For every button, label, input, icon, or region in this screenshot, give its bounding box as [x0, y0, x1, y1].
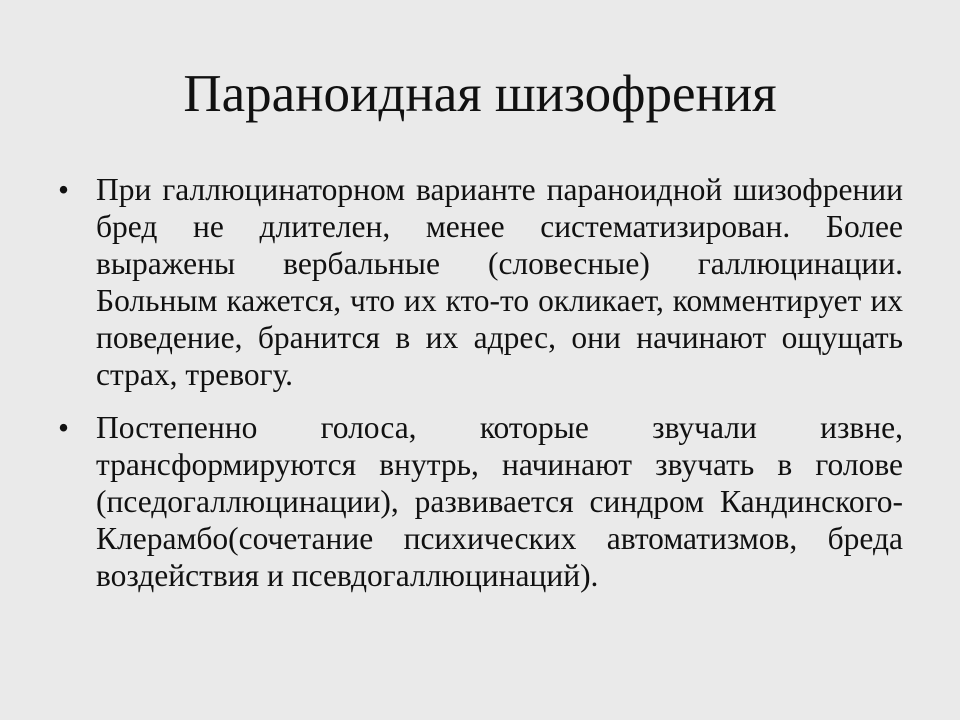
bullet-dot-icon: • [58, 172, 70, 207]
bullet-item-2 [58, 409, 903, 594]
bullet-item-1 [58, 171, 903, 393]
bullet-list [58, 171, 903, 610]
bullet-text-1: При галлюцинаторном варианте параноидной шизофрении бред не длителен, менее систематизирован. Более выражены вербальные (словесные) галлюцинации. Больным кажется, что их кто-то окликает, комментирует их поведение, бранится в их адрес, они начинают ощущать страх, тревогу. [96, 172, 903, 392]
slide-title: Параноидная шизофрения [183, 65, 777, 123]
bullet-dot-icon: • [58, 410, 70, 445]
bullet-text-2: Постепенно голоса, которые звучали извне, трансформируются внутрь, начинают звучать в голове (пседогаллюцинации), развивается синдром Кандинского-Клерамбо(сочетание психических автоматизмов, бреда воздействия и псевдогаллюцинаций). [96, 410, 903, 593]
